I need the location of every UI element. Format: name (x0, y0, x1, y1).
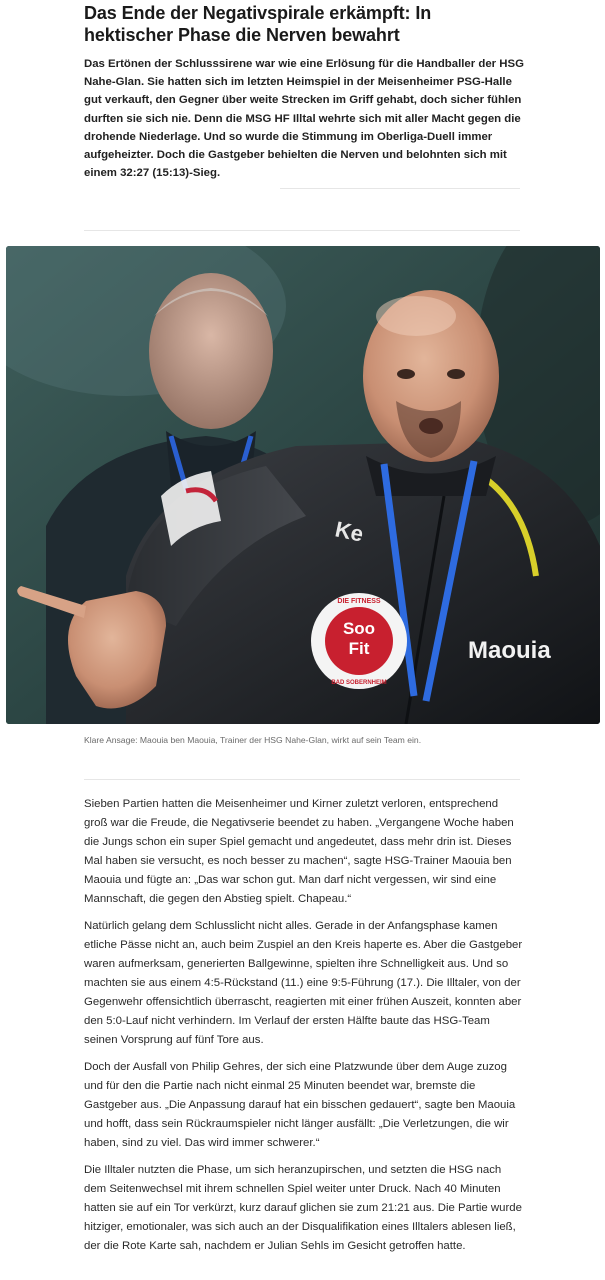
photo-caption: Klare Ansage: Maouia ben Maouia, Trainer der HSG Nahe-Glan, wirkt auf sein Team ein. (84, 735, 422, 745)
article-paragraph: Sieben Partien hatten die Meisenheimer und Kirner zuletzt verloren, entsprechend groß war die Freude, die Negativserie beendet zu haben. „Vergangene Woche haben die Jungs schon ein super Spiel gemacht und angedeutet, dass mehr drin ist. Dieses Mal haben sie versucht, es noch besser zu machen“, sagte HSG-Trainer Maouia ben Maouia und fügte an: „Das war schon gut. Man darf nicht vergessen, wir sind eine Mannschaft, die gegen den Abstieg spielt. Chapeau.“ (84, 798, 514, 905)
article-paragraph: Natürlich gelang dem Schlusslicht nicht alles. Gerade in der Anfangsphase kamen etliche Pässe nicht an, auch beim Zuspiel an den Kreis haperte es. Aber die Gastgeber waren aufmerksam, generierten Ballgewinne, spielten ihre Schnelligkeit aus. Und so machten sie aus einem 4:5-Rückstand (11.) eine 9:5-Führung (17.). Die Illtaler, von der Gegenwehr offensichtlich überrascht, reagierten mit einer frühen Auszeit, konnten aber den 5:0-Lauf nicht verhindern. Im Verlauf der ersten Hälfte baute das HSG-Team seinen Vorsprung auf fünf Tore aus. (84, 920, 523, 1046)
article-headline: Das Ende der Negativspirale erkämpft: In hektischer Phase die Nerven bewahrt (84, 3, 432, 45)
article-photo[interactable] (6, 246, 600, 724)
badge-text-soo: Soo (342, 619, 376, 638)
badge-bottom-text: BAD SOBERNHEIM (331, 680, 387, 686)
sponsor-badge (311, 593, 407, 689)
divider (280, 188, 520, 189)
divider (84, 230, 520, 231)
badge-text-fit: Fit (348, 639, 370, 658)
photo-illustration (6, 246, 600, 724)
divider (84, 779, 520, 780)
article-lead: Das Ertönen der Schlusssirene war wie eine Erlösung für die Handballer der HSG Nahe-Glan. Sie hatten sich im letzten Heimspiel in der Meisenheimer PSG-Halle gut verkauft, den Gegner über weite Strecken im Griff gehabt, doch sicher fühlen durften sie sich nie. Denn die MSG HF Illtal wehrte sich mit aller Macht gegen die drohende Niederlage. Und so wurde die Stimmung im Oberliga-Duell immer aufgeheizter. Doch die Gastgeber behielten die Nerven und belohnten sich mit einem 32:27 (15:13)-Sieg. (84, 58, 524, 180)
shirt-name: Maouia (468, 637, 551, 664)
badge-top-text: DIE FITNESS (337, 598, 381, 605)
jacket-brand-text: Ke (332, 516, 366, 547)
article-paragraph: Doch der Ausfall von Philip Gehres, der sich eine Platzwunde über dem Auge zuzog und für den die Partie nach nicht einmal 25 Minuten beendet war, bremste die Gastgeber aus. „Die Anpassung darauf hat ein bisschen gedauert“, sagte ben Maouia und hofft, dass sein Rückraumspieler nicht länger ausfällt: „Die Verletzungen, die wir haben, sind zu viel. Das wird immer schwerer.“ (84, 1061, 516, 1149)
article-paragraph: Die Illtaler nutzten die Phase, um sich heranzupirschen, und setzten die HSG nach dem Seitenwechsel mit ihrem schnellen Spiel weiter unter Druck. Nach 40 Minuten hatten sie auf ein Tor verkürzt, kurz darauf glichen sie zum 21:21 aus. Die Partie wurde hitziger, emotionaler, was sich auch an der Disqualifikation eines Illtalers ablesen ließ, der die Rote Karte sah, nachdem er Julian Sehls im Gesicht getroffen hatte. (84, 1164, 522, 1252)
